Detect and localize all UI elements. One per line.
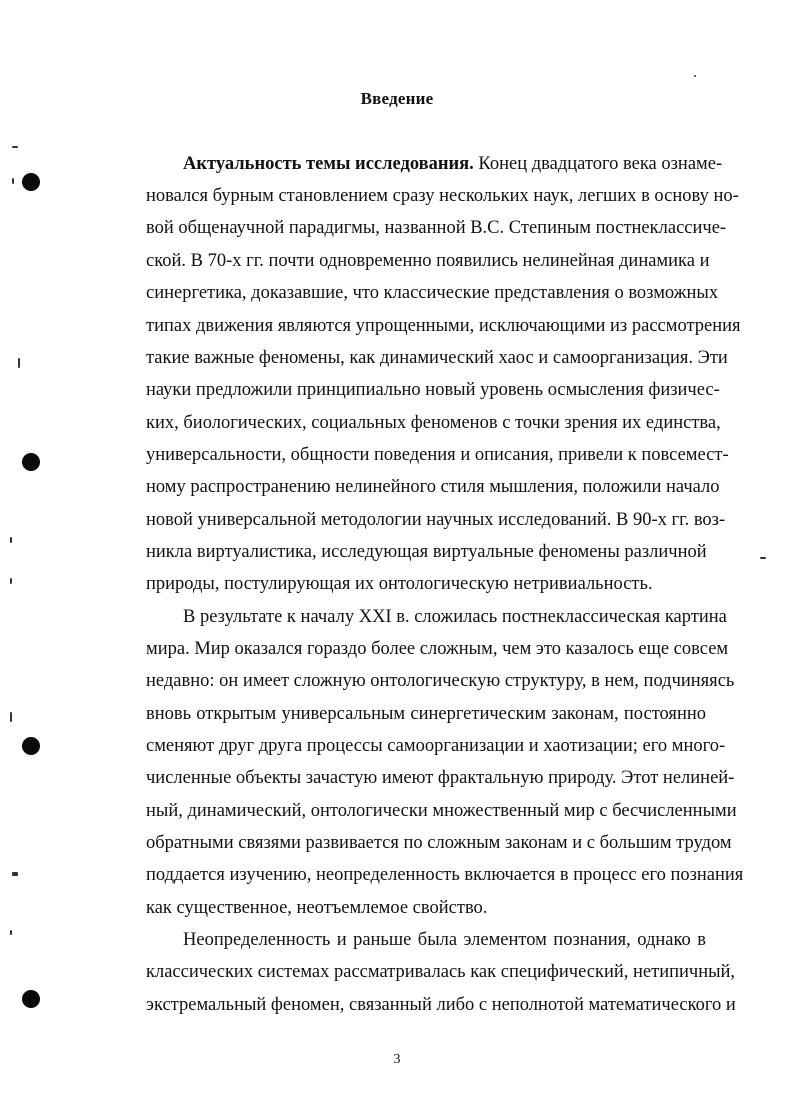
text-line: классических системах рассматривалась как специфический, нетипичный,: [146, 962, 736, 982]
punch-hole-2: [22, 453, 40, 471]
scan-speck: [10, 930, 12, 935]
text-line: природы, постулирующая их онтологическую нетривиальность.: [146, 574, 653, 594]
text-line: ких, биологических, социальных феноменов с точки зрения их единства,: [146, 413, 721, 433]
punch-hole-1: [22, 173, 40, 191]
scan-speck: [760, 557, 766, 559]
text-line: Неопределенность и раньше была элементом познания, однако в: [183, 930, 706, 950]
text-line: ный, динамический, онтологически множественный мир с бесчисленными: [146, 801, 737, 821]
text-line: типах движения являются упрощенными, исключающими из рассмотрения: [146, 316, 741, 336]
text-line: ному распространению нелинейного стиля мышления, положили начало: [146, 477, 720, 497]
text-line: мира. Мир оказался гораздо более сложным, чем это казалось еще совсем: [146, 639, 729, 659]
paragraph-1-line-1-text: Конец двадцатого века ознаме-: [473, 154, 723, 174]
text-line: как существенное, неотъемлемое свойство.: [146, 898, 488, 918]
scan-speck: [18, 358, 20, 368]
scan-speck: [694, 75, 696, 77]
text-line: такие важные феномены, как динамический хаос и самоорганизация. Эти: [146, 348, 728, 368]
punch-hole-4: [22, 990, 40, 1008]
scan-speck: [12, 146, 18, 148]
text-line: ской. В 70-х гг. почти одновременно появились нелинейная динамика и: [146, 251, 710, 271]
text-line: недавно: он имеет сложную онтологическую структуру, в нем, подчиняясь: [146, 671, 735, 691]
text-line: синергетика, доказавшие, что классические представления о возможных: [146, 283, 719, 303]
text-line: численные объекты зачастую имеют фрактальную природу. Этот нелиней-: [146, 768, 735, 788]
text-line: никла виртуалистика, исследующая виртуальные феномены различной: [146, 542, 707, 562]
page-number: 3: [393, 1052, 401, 1067]
punch-hole-3: [22, 737, 40, 755]
text-line: экстремальный феномен, связанный либо с неполнотой математического и: [146, 995, 736, 1015]
text-line: науки предложили принципиально новый уровень осмысления физичес-: [146, 380, 720, 400]
text-line: обратными связями развивается по сложным законам и с большим трудом: [146, 833, 732, 853]
scan-speck: [10, 712, 12, 722]
text-line: новался бурным становлением сразу нескольких наук, легших в основу но-: [146, 186, 739, 206]
text-line: вновь открытым универсальным синергетическим законам, постоянно: [146, 704, 706, 724]
text-line: поддается изучению, неопределенность включается в процесс его познания: [146, 865, 744, 885]
scan-speck: [10, 537, 12, 543]
text-line: новой универсальной методологии научных исследований. В 90-х гг. воз-: [146, 510, 726, 530]
page-title: Введение: [360, 89, 434, 108]
paragraph-lead: Актуальность темы исследования.: [183, 154, 474, 174]
paragraph-1-line-1: [146, 153, 723, 175]
text-line: универсальности, общности поведения и описания, привели к повсемест-: [146, 445, 729, 465]
scan-speck: [10, 578, 12, 584]
scan-speck: [12, 872, 18, 876]
text-line: В результате к началу XXI в. сложилась постнеклассическая картина: [183, 607, 727, 627]
scan-speck: [12, 178, 14, 184]
text-line: вой общенаучной парадигмы, названной В.С. Степиным постнеклассиче-: [146, 218, 727, 238]
text-line: сменяют друг друга процессы самоорганизации и хаотизации; его много-: [146, 736, 726, 756]
